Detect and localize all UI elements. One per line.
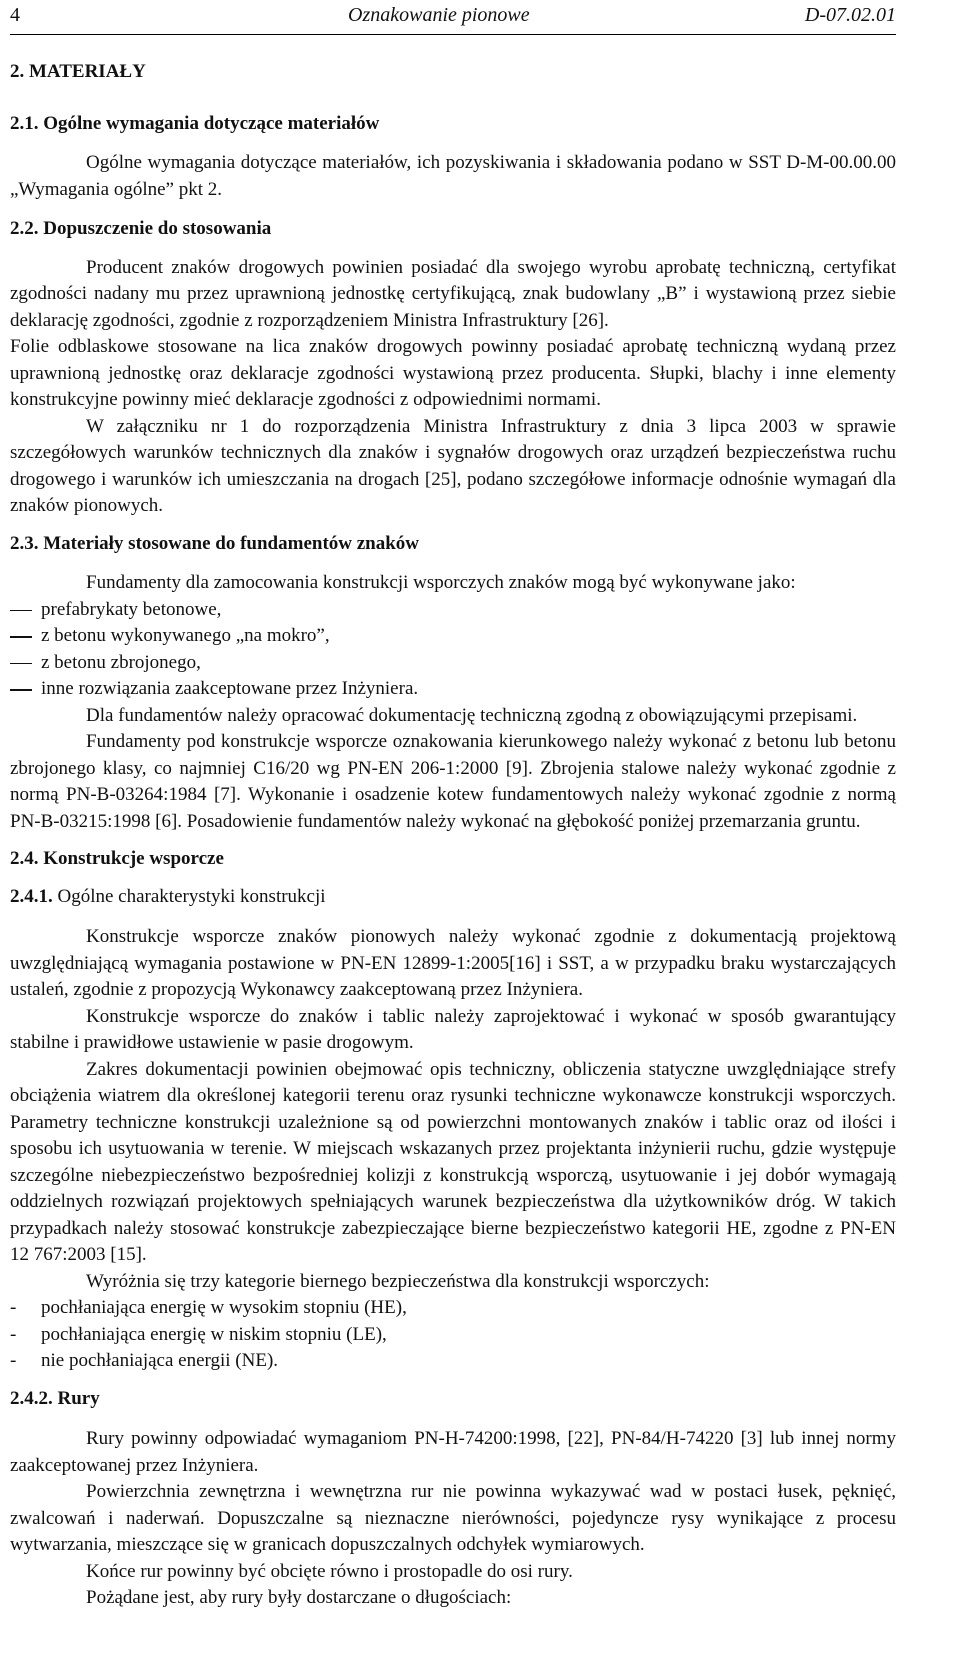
section-heading-2-4: 2.4. Konstrukcje wsporcze <box>10 848 224 869</box>
paragraph: Producent znaków drogowych powinien posiadać dla swojego wyrobu aprobatę techniczną, certyfikat zgodności nadany mu przez uprawnioną jednostkę certyfikującą, znak budowlany „B” i wystawioną przez siebie deklarację zgodności, zgodnie z rozporządzeniem Ministra Infrastruktury [26]. <box>10 256 896 331</box>
header-doc-code: D-07.02.01 <box>804 4 896 26</box>
section-title: Materiały stosowane do fundamentów znaków <box>43 532 420 554</box>
list-item <box>10 623 896 650</box>
page-header <box>10 0 896 35</box>
header-title: Oznakowanie pionowe <box>348 4 530 26</box>
list-item <box>10 597 896 624</box>
paragraph: Rury powinny odpowiadać wymaganiom PN-H-74200:1998, [22], PN-84/H-74220 [3] lub innej normy zaakceptowanej przez Inżyniera. <box>10 1428 896 1476</box>
list-item-text: z betonu zbrojonego, <box>41 651 201 673</box>
section-number: 2.4.1. <box>10 885 53 907</box>
hyphen-marker: - <box>10 1350 17 1371</box>
list-item <box>10 1322 896 1349</box>
paragraph: Ogólne wymagania dotyczące materiałów, ich pozyskiwania i składowania podano w SST D-M-00.00.00 „Wymagania ogólne” pkt 2. <box>10 152 896 200</box>
section-heading-2-3 <box>10 531 896 558</box>
paragraph: Folie odblaskowe stosowane na lica znaków drogowych powinny posiadać aprobatę techniczną wydaną przez uprawnioną jednostkę oraz deklaracje zgodności wystawioną przez producenta. Słupki, blachy i inne elementy konstrukcyjne powinny mieć deklaracje zgodności z odpowiednimi normami. <box>10 336 896 410</box>
list-item-text: prefabrykaty betonowe, <box>41 598 222 620</box>
paragraph: Powierzchnia zewnętrzna i wewnętrzna rur nie powinna wykazywać wad w postaci łusek, pęknięć, zwalcowań i naderwań. Dopuszczalne są nieznaczne nierówności, pojedyncze rysy wynikające z procesu wytwarzania, mieszczące się w granicach dopuszczalnych odchyłek wymiarowych. <box>10 1481 896 1555</box>
document-page <box>10 0 896 1612</box>
paragraph: Zakres dokumentacji powinien obejmować opis techniczny, obliczenia statyczne uwzględniające strefy obciążenia wiatrem dla określonej kategorii terenu oraz rysunki techniczne wykonawcze konstrukcji wsporczych. Parametry techniczne konstrukcji uzależnione są od powierzchni montowanych znaków i tablic oraz od ilości i sposobu ich usytuowania w terenie. W miejscach wskazanych przez projektanta inżynierii ruchu, gdzie występuje szczególne niebezpieczeństwo bezpośredniej kolizji z konstrukcją wsporczą, usytuowanie i jej dobór wymagają oddzielnych rozwiązań projektowych spełniających warunek bezpieczeństwa dla użytkowników dróg. W takich przypadkach należy stosować konstrukcje zabezpieczające bierne bezpieczeństwo kategorii HE, zgodne z PN-EN 12 767:2003 [15]. <box>10 1058 896 1265</box>
paragraph: Dla fundamentów należy opracować dokumentację techniczną zgodną z obowiązującymi przepisami. <box>86 704 858 726</box>
list-item <box>10 1295 896 1322</box>
foundation-types-list <box>10 597 896 703</box>
list-item <box>10 650 896 677</box>
section-title: Dopuszczenie do stosowania <box>43 218 272 239</box>
hyphen-marker: - <box>10 1297 17 1318</box>
safety-categories-list <box>10 1295 896 1375</box>
paragraph: Konstrukcje wsporcze znaków pionowych należy wykonać zgodnie z dokumentacją projektową uwzględniającą wymagania postawione w PN-EN 12899-1:2005[16] i SST, a w przypadku braku wystarczających ustaleń, zgodnie z propozycją Wykonawcy zaakceptowaną przez Inżyniera. <box>10 926 896 1000</box>
paragraph: Konstrukcje wsporcze do znaków i tablic należy zaprojektować i wykonać w sposób gwarantujący stabilne i prawidłowe ustawienie w pasie drogowym. <box>10 1005 896 1053</box>
section-heading-2-4-2: 2.4.2. Rury <box>10 1387 100 1409</box>
list-item <box>10 676 896 703</box>
page-number: 4 <box>10 4 20 26</box>
list-item-text: pochłaniająca energię w wysokim stopniu (HE), <box>41 1297 407 1318</box>
section-title: Ogólne charakterystyki konstrukcji <box>57 885 326 907</box>
list-item-text: pochłaniająca energię w niskim stopniu (LE), <box>41 1323 387 1345</box>
paragraph: W załączniku nr 1 do rozporządzenia Ministra Infrastruktury z dnia 3 lipca 2003 w sprawie szczegółowych warunków technicznych dla znaków i sygnałów drogowych oraz urządzeń bezpieczeństwa ruchu drogowego i warunków ich umieszczania na drogach [25], podano szczegółowe informacje odnośnie wymagań dla znaków pionowych. <box>10 415 896 516</box>
paragraph: Fundamenty pod konstrukcje wsporcze oznakowania kierunkowego należy wykonać z betonu lub betonu zbrojonego klasy, co najmniej C16/20 wg PN-EN 206-1:2000 [9]. Zbrojenia stalowe należy wykonać zgodnie z normą PN-B-03264:1984 [7]. Wykonanie i osadzenie kotew fundamentowych należy wykonać zgodnie z normą PN-B-03215:1998 [6]. Posadowienie fundamentów należy wykonać na głębokość poniżej przemarzania gruntu. <box>10 731 896 832</box>
section-heading-2-2 <box>10 216 896 243</box>
list-item-text: inne rozwiązania zaakceptowane przez Inżyniera. <box>41 678 419 699</box>
section-number: 2.2. <box>10 218 39 239</box>
paragraph: Pożądane jest, aby rury były dostarczane o długościach: <box>86 1587 512 1608</box>
section-number: 2.3. <box>10 532 39 554</box>
hyphen-marker: - <box>10 1323 17 1345</box>
paragraph: Fundamenty dla zamocowania konstrukcji wsporczych znaków mogą być wykonywane jako: <box>86 572 796 593</box>
section-heading-2-1: 2.1. Ogólne wymagania dotyczące materiałów <box>10 112 380 134</box>
list-item-text: nie pochłaniająca energii (NE). <box>41 1350 279 1371</box>
paragraph: Końce rur powinny być obcięte równo i prostopadle do osi rury. <box>86 1560 573 1582</box>
list-item <box>10 1348 896 1375</box>
section-heading-materials: 2. MATERIAŁY <box>10 61 146 82</box>
section-heading-2-4-1 <box>10 884 896 911</box>
list-item-text: z betonu wykonywanego „na mokro”, <box>41 625 330 646</box>
paragraph: Wyróżnia się trzy kategorie biernego bezpieczeństwa dla konstrukcji wsporczych: <box>86 1270 710 1292</box>
